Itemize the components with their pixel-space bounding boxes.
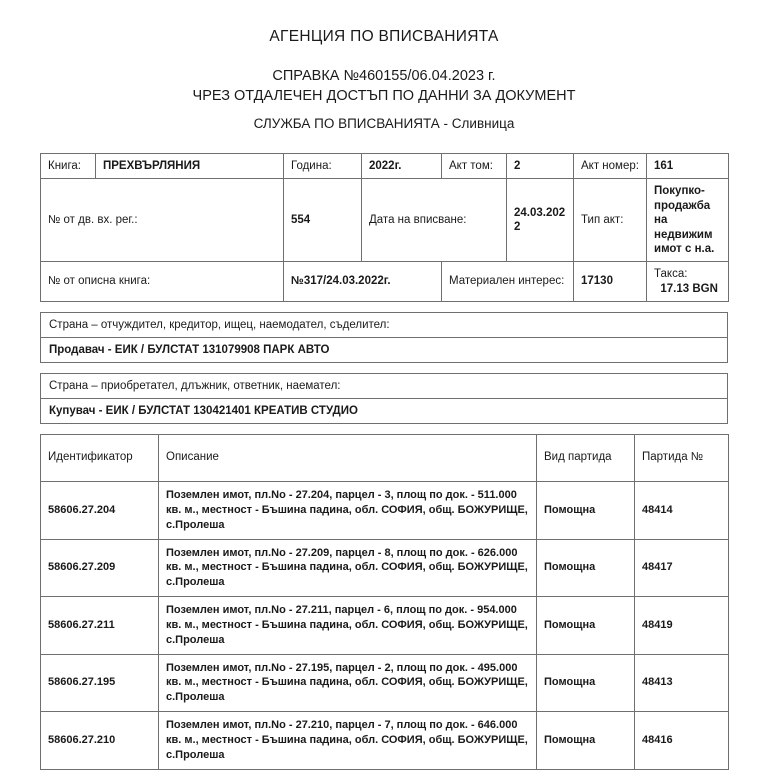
table-row [41,482,729,540]
property-kind: Помощна [537,482,635,540]
act-volume-value: 2 [507,154,574,179]
property-kind: Помощна [537,597,635,655]
entry-date-label: Дата на вписване: [362,179,507,262]
act-type-label: Тип акт: [574,179,647,262]
column-identifier: Идентификатор [41,435,159,482]
table-row [41,712,729,770]
fee-value: 17.13 BGN [660,282,718,295]
book-value: ПРЕХВЪРЛЯНИЯ [96,154,284,179]
column-kind: Вид партида [537,435,635,482]
reference-subtitle: ЧРЕЗ ОТДАЛЕЧЕН ДОСТЪП ПО ДАННИ ЗА ДОКУМЕНТ [192,88,576,104]
property-description: Поземлен имот, пл.No - 27.204, парцел - 3, площ по док. - 511.000 кв. м., местност - Бъшина падина, обл. СОФИЯ, общ. БОЖУРИЩЕ, с.Пролеша [159,482,537,540]
table-row [41,179,729,262]
seller-party-header: Страна – отчуждител, кредитор, ищец, наемодател, съделител: [41,313,728,338]
act-number-label: Акт номер: [574,154,647,179]
inventory-book-value: №317/24.03.2022г. [284,262,442,302]
property-kind: Помощна [537,654,635,712]
property-description: Поземлен имот, пл.No - 27.210, парцел - 7, площ по док. - 646.000 кв. м., местност - Бъшина падина, обл. СОФИЯ, общ. БОЖУРИЩЕ, с.Пролеша [159,712,537,770]
table-row [41,539,729,597]
buyer-party-value: Купувач - ЕИК / БУЛСТАТ 130421401 КРЕАТИВ СТУДИО [41,399,728,424]
fee-label: Такса: [654,268,688,281]
act-info-table [40,153,729,302]
table-row [41,313,728,338]
act-number-value: 161 [647,154,729,179]
property-lot-number: 48413 [635,654,729,712]
column-lot-number: Партида № [635,435,729,482]
property-description: Поземлен имот, пл.No - 27.195, парцел - 2, площ по док. - 495.000 кв. м., местност - Бъшина падина, обл. СОФИЯ, общ. БОЖУРИЩЕ, с.Пролеша [159,654,537,712]
document-header [40,0,728,131]
property-lot-number: 48417 [635,539,729,597]
properties-table [40,434,729,770]
property-description: Поземлен имот, пл.No - 27.209, парцел - 8, площ по док. - 626.000 кв. м., местност - Бъшина падина, обл. СОФИЯ, общ. БОЖУРИЩЕ, с.Пролеша [159,539,537,597]
property-kind: Помощна [537,539,635,597]
year-label: Година: [284,154,362,179]
property-identifier: 58606.27.209 [41,539,159,597]
column-description: Описание [159,435,537,482]
property-identifier: 58606.27.195 [41,654,159,712]
property-description: Поземлен имот, пл.No - 27.211, парцел - 6, площ по док. - 954.000 кв. м., местност - Бъшина падина, обл. СОФИЯ, общ. БОЖУРИЩЕ, с.Пролеша [159,597,537,655]
incoming-reg-label: № от дв. вх. рег.: [41,179,284,262]
table-row [41,338,728,363]
table-row [41,399,728,424]
buyer-party-table [40,373,728,424]
fee-cell [647,262,729,302]
property-kind: Помощна [537,712,635,770]
buyer-party-header: Страна – приобретател, длъжник, ответник, наемател: [41,374,728,399]
registry-office: СЛУЖБА ПО ВПИСВАНИЯТА - Сливница [253,116,515,131]
seller-party-table [40,312,728,363]
property-identifier: 58606.27.211 [41,597,159,655]
table-row [41,262,729,302]
property-identifier: 58606.27.210 [41,712,159,770]
seller-party-value: Продавач - ЕИК / БУЛСТАТ 131079908 ПАРК АВТО [41,338,728,363]
year-value: 2022г. [362,154,442,179]
act-volume-label: Акт том: [442,154,507,179]
entry-date-value: 24.03.2022 [507,179,574,262]
table-row [41,654,729,712]
agency-title: АГЕНЦИЯ ПО ВПИСВАНИЯТА [269,28,499,45]
act-type-value: Покупко-продажба на недвижим имот с н.а. [647,179,729,262]
incoming-reg-value: 554 [284,179,362,262]
material-interest-value: 17130 [574,262,647,302]
book-label: Книга: [41,154,96,179]
inventory-book-label: № от описна книга: [41,262,284,302]
reference-number: СПРАВКА №460155/06.04.2023 г. [272,68,496,84]
table-row [41,597,729,655]
property-lot-number: 48419 [635,597,729,655]
table-header-row [41,435,729,482]
table-row [41,374,728,399]
property-lot-number: 48416 [635,712,729,770]
property-identifier: 58606.27.204 [41,482,159,540]
material-interest-label: Материален интерес: [442,262,574,302]
property-lot-number: 48414 [635,482,729,540]
table-row [41,154,729,179]
